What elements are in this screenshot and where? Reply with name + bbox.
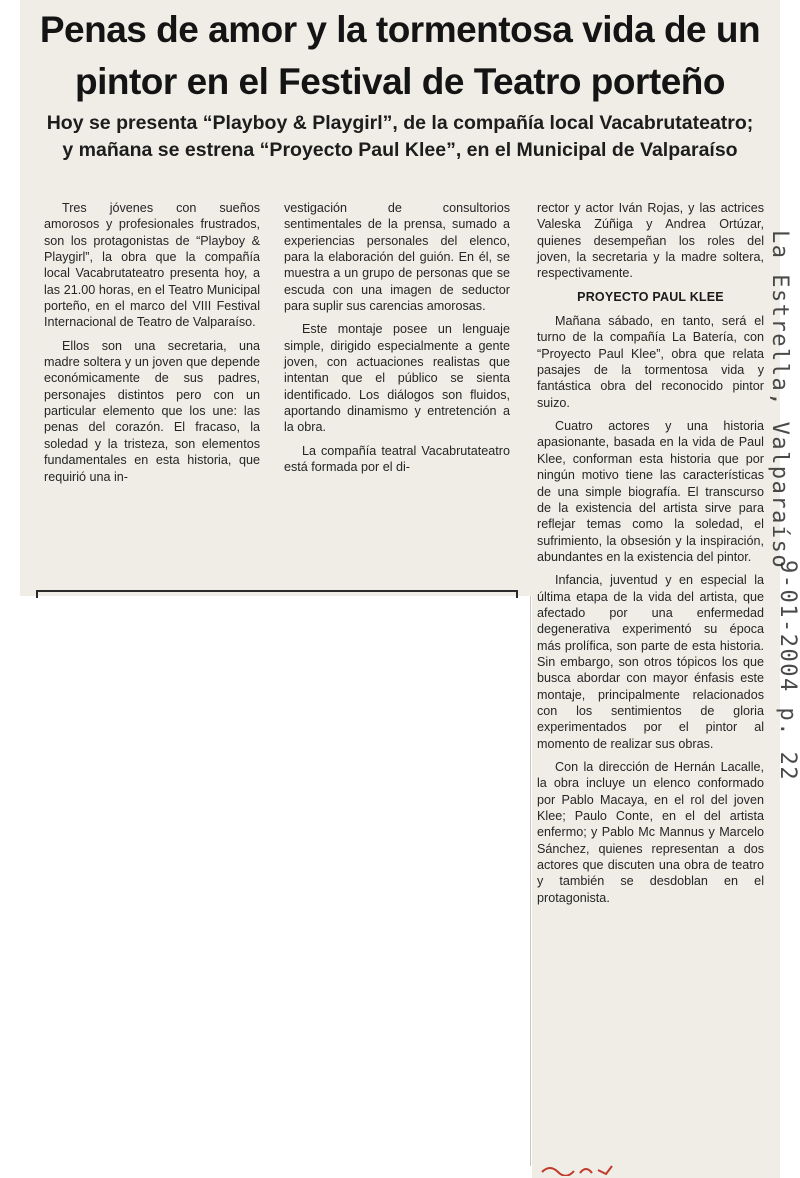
- clipping-cutout: [20, 596, 532, 1178]
- paragraph: Este montaje posee un lenguaje simple, dirigido especialmente a gente joven, con actuaciones realistas que intentan que el público se sienta identificado. Los diálogos son fluidos, aportando dinamismo y entretención a la obra.: [284, 322, 510, 435]
- handwritten-date: 9-01-2004 p. 22: [775, 560, 800, 782]
- article-bottom-rule: [36, 590, 518, 592]
- handwritten-source: La Estrella, Valparaíso: [767, 230, 792, 570]
- section-subhead: PROYECTO PAUL KLEE: [577, 289, 724, 304]
- rule-corner-right: [516, 590, 518, 598]
- column-1: [44, 200, 260, 492]
- paragraph: vestigación de consultorios sentimentales de la prensa, sumado a experiencias personales del elenco, para la elaboración del guión. En él, se muestra a un grupo de personas que se escuda con una imagen de seductor para suplir sus carencias amorosas.: [284, 201, 510, 314]
- paragraph: Mañana sábado, en tanto, será el turno de la compañía La Batería, con “Proyecto Paul Klee”, obra que relata pasajes de la tormentosa vida y fantástica obra del reconocido pintor suizo.: [537, 314, 764, 410]
- headline: Penas de amor y la tormentosa vida de un pintor en el Festival de Teatro porteño: [39, 9, 761, 102]
- paragraph: Ellos son una secretaria, una madre soltera y un joven que depende económicamente de sus padres, personajes distintos pero con un particular elemento que los une: las penas del corazón. El fracaso, la soledad y la tristeza, son elementos fundamentales en esta historia, que requirió una in-: [44, 338, 260, 484]
- column-2: [284, 200, 510, 483]
- handwriting-scribble-icon: [540, 1162, 630, 1176]
- paragraph: Cuatro actores y una historia apasionante, basada en la vida de Paul Klee, conforman esta historia que por ningún motivo tiene las características de una simple biografía. El transcurso de la existencia del artista sirve para reflejar temas como la soledad, el sufrimiento, la obsesión y la inspiración, abundantes en la existencia del pintor.: [537, 419, 764, 564]
- paragraph: Infancia, juventud y en especial la última etapa de la vida del artista, que afectado por una enfermedad degenerativa experimentó su época más prolífica, son parte de esta historia. Sin embargo, son otros tópicos los que busca abordar con mayor énfasis este montaje, principalmente relacionados con los sentimientos de gloria experimentados por el pintor al momento de realizar sus obras.: [537, 573, 764, 751]
- deck-subtitle: Hoy se presenta “Playboy & Playgirl”, de la compañía local Vacabrutateatro; y mañana se estrena “Proyecto Paul Klee”, en el Municipal de Valparaíso: [46, 112, 754, 161]
- clipping-edge: [530, 596, 531, 1166]
- paragraph: Tres jóvenes con sueños amorosos y profesionales frustrados, son los protagonistas de “Playboy & Playgirl”, la obra que la compañía local Vacabrutateatro presenta hoy, a las 21.00 horas, en el Teatro Municipal porteño, en el marco del VIII Festival Internacional de Teatro de Valparaíso.: [44, 201, 260, 330]
- column-3: [537, 200, 764, 913]
- paragraph: Con la dirección de Hernán Lacalle, la obra incluye un elenco conformado por Pablo Macaya, en el rol del joven Klee; Paulo Conte, en el del artista enfermo; y Pablo Mc Mannus y Marcelo Sánchez, quienes representan a dos actores que discuten una obra de teatro y también se desdoblan en el protagonista.: [537, 760, 764, 905]
- paragraph: La compañía teatral Vacabrutateatro está formada por el di-: [284, 443, 510, 475]
- rule-corner-left: [36, 590, 38, 598]
- paragraph: rector y actor Iván Rojas, y las actrices Valeska Zúñiga y Andrea Ortúzar, quienes desempeñan los roles del joven, la secretaria y la madre soltera, respectivamente.: [537, 201, 764, 281]
